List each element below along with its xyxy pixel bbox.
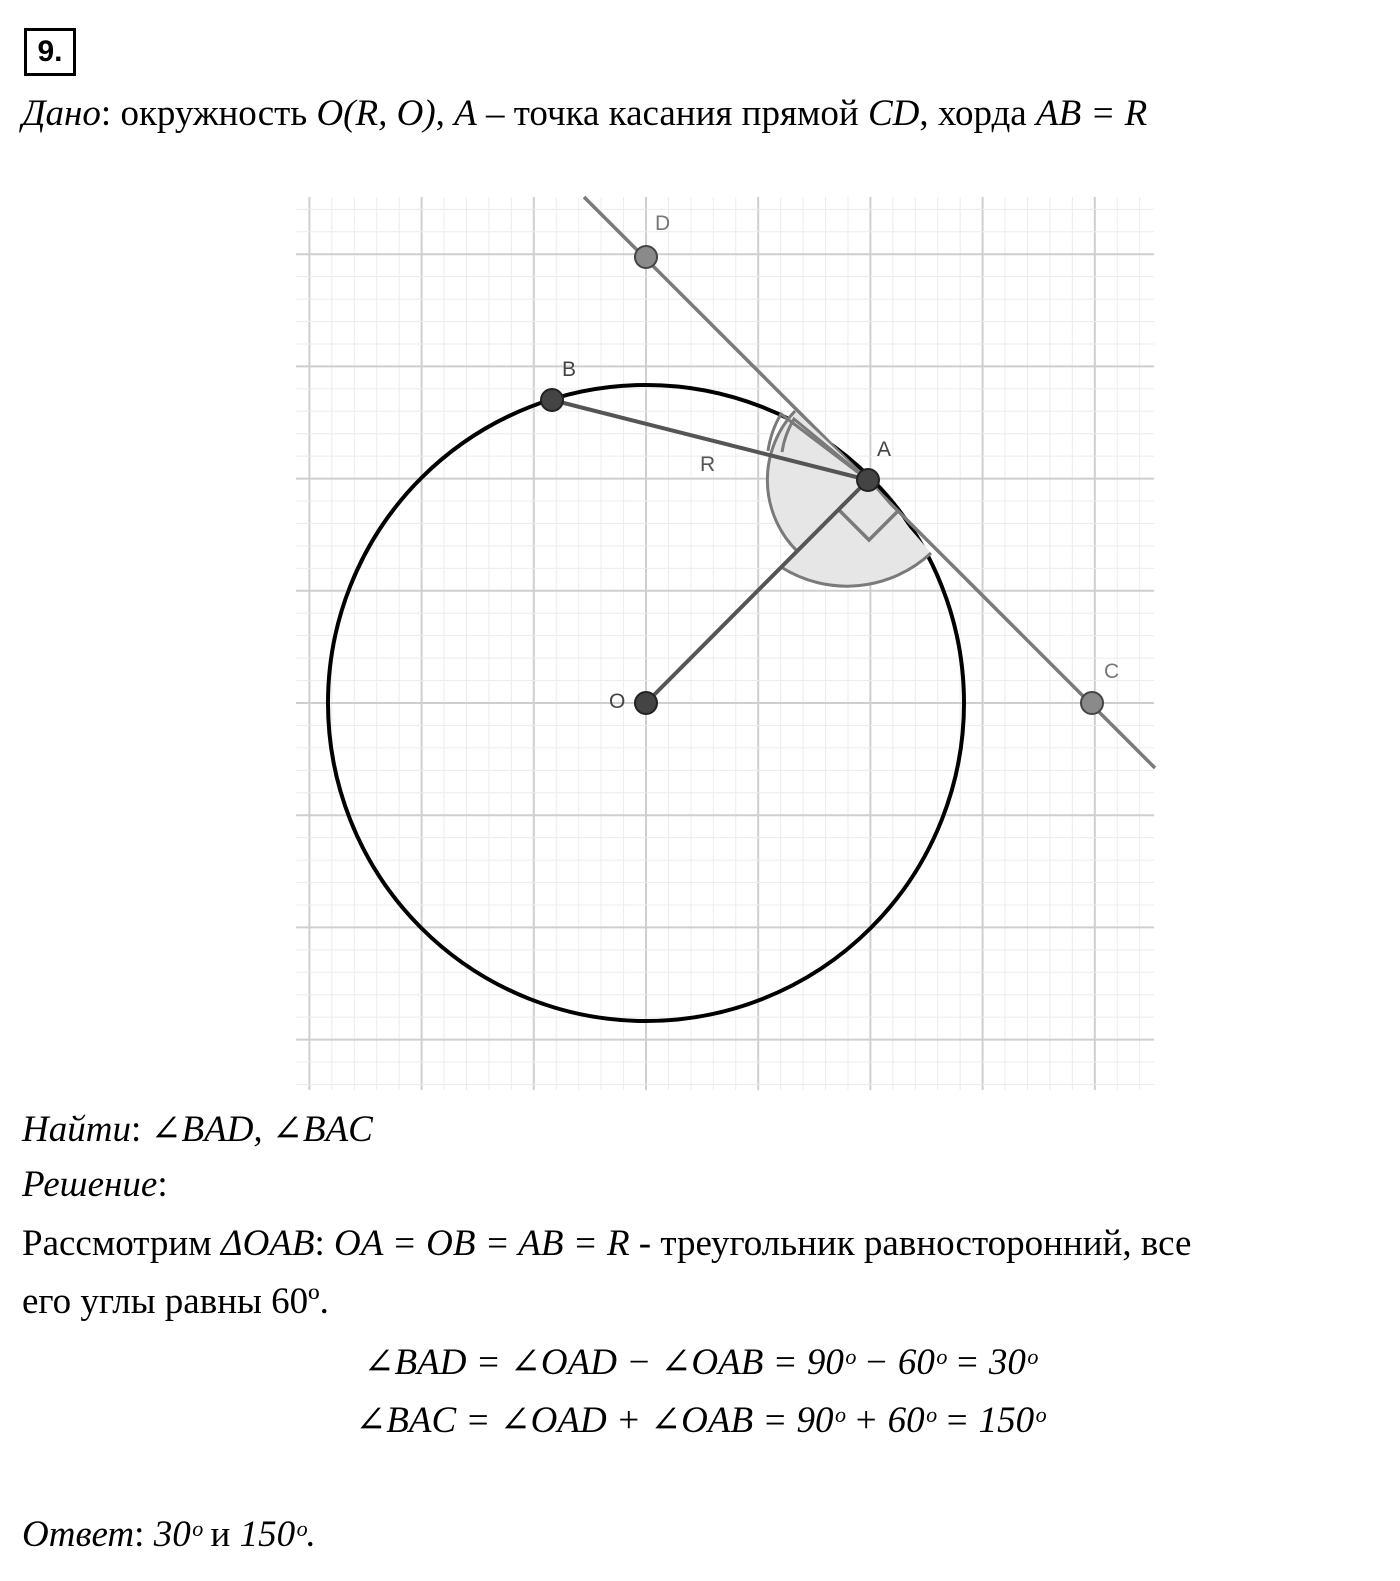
label-a: A xyxy=(877,438,892,461)
point-a xyxy=(857,469,879,491)
answer-end: . xyxy=(305,1514,315,1555)
find-label: Найти xyxy=(22,1109,131,1150)
answer-line xyxy=(22,1513,315,1556)
solution-line xyxy=(22,1163,168,1206)
point-b xyxy=(541,389,563,411)
problem-number: 9. xyxy=(24,28,76,76)
solution-sep: : xyxy=(157,1164,168,1205)
given-text-2: , xyxy=(435,93,455,134)
find-sep: : xyxy=(130,1109,151,1150)
point-c xyxy=(1081,692,1103,714)
given-sep: : xyxy=(100,93,121,134)
consider-text-1: Рассмотрим xyxy=(22,1223,221,1264)
solution-label: Решение xyxy=(22,1164,158,1205)
point-o xyxy=(635,692,657,714)
answer-text: и xyxy=(201,1514,240,1555)
find-line xyxy=(22,1107,373,1151)
equation-bac: ∠BAC = ∠OAD + ∠OAB = 90ᵒ + 60ᵒ = 150ᵒ xyxy=(355,1400,1045,1441)
given-math-4: AB = R xyxy=(1035,93,1148,134)
consider-text-2: : xyxy=(314,1223,335,1264)
given-text-4: , хорда xyxy=(919,93,1036,134)
consider-math-2: OA = OB = AB = R xyxy=(334,1223,630,1264)
label-r: R xyxy=(700,453,716,476)
given-label: Дано xyxy=(22,93,101,134)
given-text-1: окружность xyxy=(120,93,317,134)
label-o: O xyxy=(609,690,626,713)
label-c: C xyxy=(1104,660,1120,683)
given-text-3: – точка касания прямой xyxy=(476,93,868,134)
find-math: ∠BAD, ∠BAC xyxy=(150,1109,373,1150)
grid xyxy=(296,197,1154,1090)
answer-sep: : xyxy=(134,1514,154,1555)
given-math-3: CD xyxy=(867,93,920,134)
equation-bad: ∠BAD = ∠OAD − ∠OAB = 90ᵒ − 60ᵒ = 30ᵒ xyxy=(363,1342,1037,1383)
answer-math-1: 30ᵒ xyxy=(153,1514,202,1555)
answer-math-2: 150ᵒ xyxy=(239,1514,306,1555)
point-d xyxy=(635,246,657,268)
consider-text-3: - треугольник равносторонний, все xyxy=(629,1223,1192,1264)
label-b: B xyxy=(562,358,577,381)
consider-line xyxy=(22,1222,1191,1265)
consider-line-2: его углы равны 60º. xyxy=(22,1281,329,1322)
given-math-2: A xyxy=(454,93,477,134)
consider-math-1: ΔOAB xyxy=(220,1223,315,1264)
label-d: D xyxy=(655,212,671,235)
answer-label: Ответ xyxy=(22,1514,135,1555)
given-math-1: O(R, O) xyxy=(316,93,436,134)
